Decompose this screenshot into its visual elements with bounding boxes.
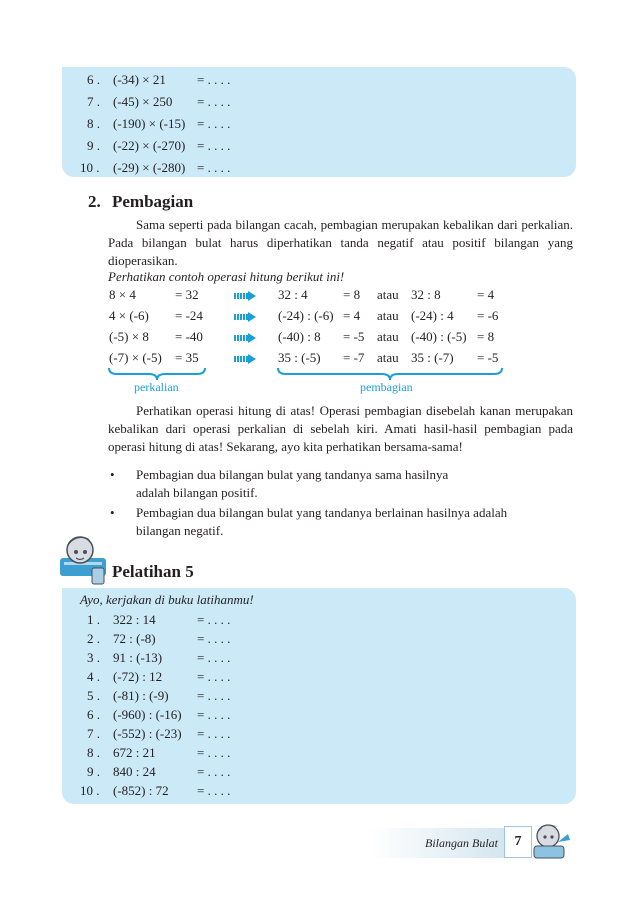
arrow-right-icon (234, 354, 256, 364)
item-expression: 91 : (-13) (113, 650, 163, 665)
exercise-title: Pelatihan 5 (112, 562, 194, 581)
division-cell: 32 : 4 (278, 287, 308, 302)
item-answer-blank: = . . . . (197, 138, 231, 153)
item-expression: (-34) × 21 (113, 72, 166, 87)
pembagian-label: pembagian (360, 380, 413, 394)
chapter-title: Bilangan Bulat (425, 836, 498, 850)
arrow-right-icon (234, 333, 256, 343)
perkalian-label: perkalian (134, 380, 179, 394)
division-result: = -5 (477, 350, 499, 365)
item-answer-blank: = . . . . (197, 707, 231, 722)
division-cell: 35 : (-7) (411, 350, 454, 365)
division-result: = -5 (343, 329, 365, 344)
item-number: 2 . (87, 631, 100, 646)
division-result: = 8 (477, 329, 495, 344)
item-number: 10 . (80, 160, 100, 175)
item-number: 8 . (87, 116, 100, 131)
item-expression: (-960) : (-16) (113, 707, 182, 722)
multiplication-result: = 35 (175, 350, 199, 365)
item-expression: (-852) : 72 (113, 783, 169, 798)
multiplication-cell: (-5) × 8 (109, 329, 149, 344)
division-result: = 4 (477, 287, 495, 302)
item-answer-blank: = . . . . (197, 745, 231, 760)
division-result: = 4 (343, 308, 361, 323)
item-expression: (-81) : (-9) (113, 688, 169, 703)
item-number: 1 . (87, 612, 100, 627)
division-cell: 35 : (-5) (278, 350, 321, 365)
multiplication-result: = -40 (175, 329, 203, 344)
item-answer-blank: = . . . . (197, 764, 231, 779)
exercise-instruction: Ayo, kerjakan di buku latihanmu! (80, 592, 254, 607)
item-answer-blank: = . . . . (197, 116, 231, 131)
division-cell: (-40) : 8 (278, 329, 321, 344)
item-answer-blank: = . . . . (197, 160, 231, 175)
atau-label: atau (377, 350, 399, 365)
item-answer-blank: = . . . . (197, 650, 231, 665)
item-number: 3 . (87, 650, 100, 665)
item-number: 6 . (87, 707, 100, 722)
example-intro: Perhatikan contoh operasi hitung berikut ini! (108, 269, 345, 284)
item-expression: (-29) × (-280) (113, 160, 186, 175)
mascot-icon (56, 532, 110, 588)
multiplication-result: = -24 (175, 308, 203, 323)
item-number: 7 . (87, 726, 100, 741)
item-number: 5 . (87, 688, 100, 703)
item-expression: (-45) × 250 (113, 94, 173, 109)
multiplication-result: = 32 (175, 287, 199, 302)
multiplication-cell: 8 × 4 (109, 287, 136, 302)
item-expression: (-190) × (-15) (113, 116, 186, 131)
atau-label: atau (377, 308, 399, 323)
arrow-right-icon (234, 312, 256, 322)
bullet-text: Pembagian dua bilangan bulat yang tandanya berlainan hasilnya adalah bilangan negatif. (136, 505, 508, 538)
item-number: 6 . (87, 72, 100, 87)
item-number: 4 . (87, 669, 100, 684)
item-answer-blank: = . . . . (197, 612, 231, 627)
item-expression: 72 : (-8) (113, 631, 156, 646)
bullet-text: Pembagian dua bilangan bulat yang tandanya sama hasilnya adalah bilangan positif. (136, 467, 449, 500)
item-expression: (-552) : (-23) (113, 726, 182, 741)
item-answer-blank: = . . . . (197, 783, 231, 798)
section-number: 2. (88, 192, 101, 211)
division-cell: (-40) : (-5) (411, 329, 467, 344)
arrow-right-icon (234, 291, 256, 301)
item-answer-blank: = . . . . (197, 726, 231, 741)
division-result: = -6 (477, 308, 499, 323)
item-answer-blank: = . . . . (197, 631, 231, 646)
item-number: 9 . (87, 138, 100, 153)
item-expression: (-72) : 12 (113, 669, 163, 684)
intro-paragraph: Sama seperti pada bilangan cacah, pembagian merupakan kebalikan dari perkalian. Pada bilangan bulat harus diperhatikan tanda negatif atau positif bilangan yang dioperasikan. (108, 217, 573, 268)
section-title: Pembagian (112, 192, 194, 211)
bullet-icon: • (110, 467, 115, 482)
item-answer-blank: = . . . . (197, 688, 231, 703)
item-answer-blank: = . . . . (197, 669, 231, 684)
item-expression: 840 : 24 (113, 764, 156, 779)
atau-label: atau (377, 287, 399, 302)
division-cell: 32 : 8 (411, 287, 441, 302)
item-number: 10 . (80, 783, 100, 798)
mascot-icon (528, 820, 572, 860)
item-number: 8 . (87, 745, 100, 760)
multiplication-cell: (-7) × (-5) (109, 350, 162, 365)
item-expression: 322 : 14 (113, 612, 156, 627)
division-cell: (-24) : 4 (411, 308, 454, 323)
division-cell: (-24) : (-6) (278, 308, 334, 323)
division-result: = -7 (343, 350, 365, 365)
division-result: = 8 (343, 287, 361, 302)
atau-label: atau (377, 329, 399, 344)
item-number: 7 . (87, 94, 100, 109)
page-number: 7 (504, 826, 532, 858)
item-expression: 672 : 21 (113, 745, 156, 760)
item-number: 9 . (87, 764, 100, 779)
item-answer-blank: = . . . . (197, 94, 231, 109)
item-expression: (-22) × (-270) (113, 138, 186, 153)
item-answer-blank: = . . . . (197, 72, 231, 87)
multiplication-cell: 4 × (-6) (109, 308, 149, 323)
explanation-paragraph: Perhatikan operasi hitung di atas! Operasi pembagian disebelah kanan merupakan kebalikan dari operasi perkalian di sebelah kiri. Amati hasil-hasil pembagian pada operasi hitung di atas! Sekarang, ayo kita perhatikan bersama-sama! (108, 403, 573, 454)
bullet-icon: • (110, 505, 115, 520)
